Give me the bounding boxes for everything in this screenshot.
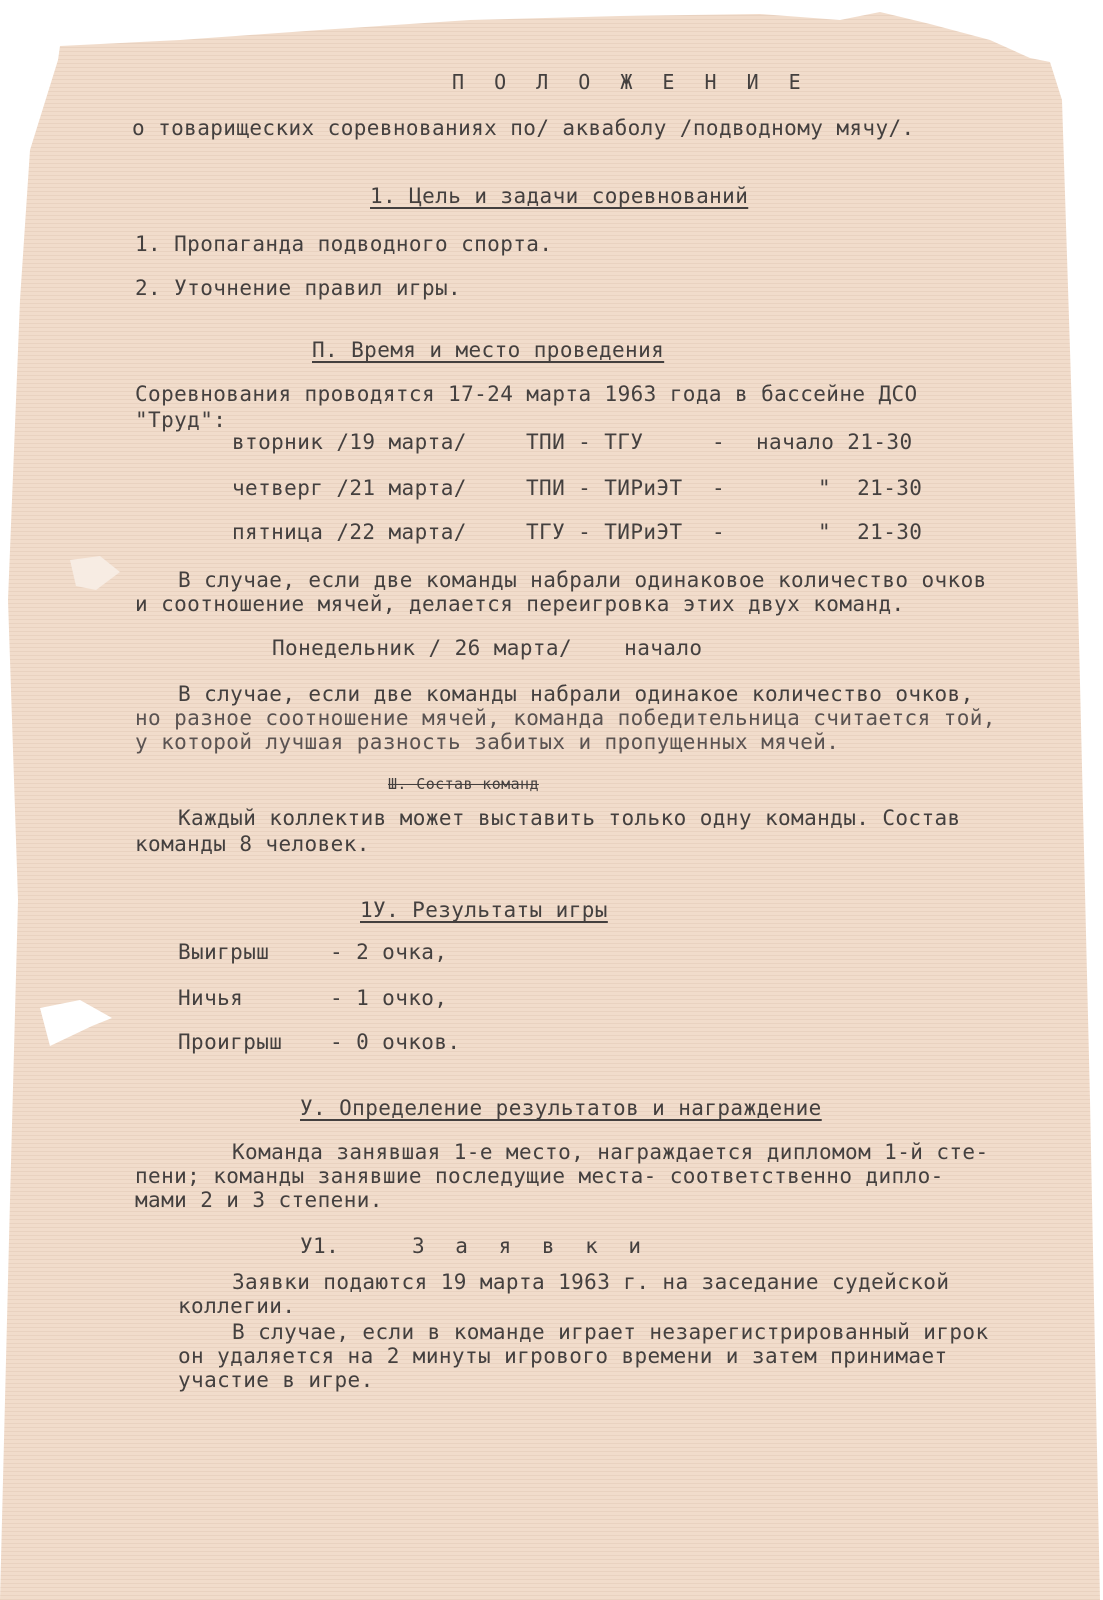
section-2-paragraph: но разное соотношение мячей, команда победительница считается той, <box>135 706 996 730</box>
schedule-dash: - <box>712 430 726 454</box>
section-1-item: 2. Уточнение правил игры. <box>135 276 462 300</box>
schedule-day: четверг /21 марта/ <box>232 476 467 500</box>
schedule-note: " 21-30 <box>818 520 923 544</box>
section-2-paragraph: В случае, если две команды набрали одинаковое количество очков <box>178 568 987 592</box>
result-label: Проигрыш <box>178 1030 283 1054</box>
section-2-paragraph: и соотношение мячей, делается переигровка этих двух команд. <box>135 592 905 616</box>
section-5-text: пени; команды занявшие последущие места- соответственно дипло- <box>135 1164 944 1188</box>
section-2-paragraph: у которой лучшая разность забитых и пропущенных мячей. <box>135 730 840 754</box>
section-6-text: коллегии. <box>178 1294 296 1318</box>
schedule-day: пятница /22 марта/ <box>232 520 467 544</box>
schedule-match: ТПИ - ТИРиЭТ <box>526 476 683 500</box>
section-6-text: В случае, если в команде играет незарегистрированный игрок <box>232 1320 989 1344</box>
section-6-heading: З а я в к и <box>412 1234 651 1258</box>
schedule-match: ТГУ - ТИРиЭТ <box>526 520 683 544</box>
schedule-dash: - <box>712 476 726 500</box>
section-6-text: Заявки подаются 19 марта 1963 г. на заседание судейской <box>232 1270 950 1294</box>
schedule-note: начало 21-30 <box>756 430 913 454</box>
section-1-heading: 1. Цель и задачи соревнований <box>370 184 749 208</box>
schedule-day: вторник /19 марта/ <box>232 430 467 454</box>
section-6-number: У1. <box>300 1234 340 1258</box>
section-2-intro: "Труд": <box>135 408 227 432</box>
section-3-heading: Ш. Состав команд <box>388 775 539 793</box>
document-subtitle: о товарищеских соревнованиях по/ акваболу /подводному мячу/. <box>132 116 915 140</box>
result-value: - 2 очка, <box>330 940 448 964</box>
document-title: П О Л О Ж Е Н И Е <box>452 70 810 94</box>
section-2-intro: Соревнования проводятся 17-24 марта 1963 года в бассейне ДСО <box>135 382 918 406</box>
result-label: Выигрыш <box>178 940 270 964</box>
section-5-text: Команда занявшая 1-е место, награждается дипломом 1-й сте- <box>232 1140 989 1164</box>
schedule-dash: - <box>712 520 726 544</box>
section-2-paragraph: В случае, если две команды набрали одинакое количество очков, <box>178 682 974 706</box>
section-5-heading: У. Определение результатов и награждение <box>300 1096 822 1120</box>
result-label: Ничья <box>178 986 244 1010</box>
section-3-text: Каждый коллектив может выставить только одну команды. Состав <box>178 806 961 830</box>
section-3-text: команды 8 человек. <box>135 832 370 856</box>
schedule-note: " 21-30 <box>818 476 923 500</box>
section-5-text: мами 2 и 3 степени. <box>135 1188 383 1212</box>
monday-line: Понедельник / 26 марта/ начало <box>272 636 703 660</box>
section-6-text: участие в игре. <box>178 1368 374 1392</box>
result-value: - 1 очко, <box>330 986 448 1010</box>
section-2-heading: П. Время и место проведения <box>312 338 665 362</box>
section-1-item: 1. Пропаганда подводного спорта. <box>135 232 553 256</box>
schedule-match: ТПИ - ТГУ <box>526 430 644 454</box>
result-value: - 0 очков. <box>330 1030 461 1054</box>
section-6-text: он удаляется на 2 минуты игрового времени и затем принимает <box>178 1344 948 1368</box>
section-4-heading: 1У. Результаты игры <box>360 898 608 922</box>
